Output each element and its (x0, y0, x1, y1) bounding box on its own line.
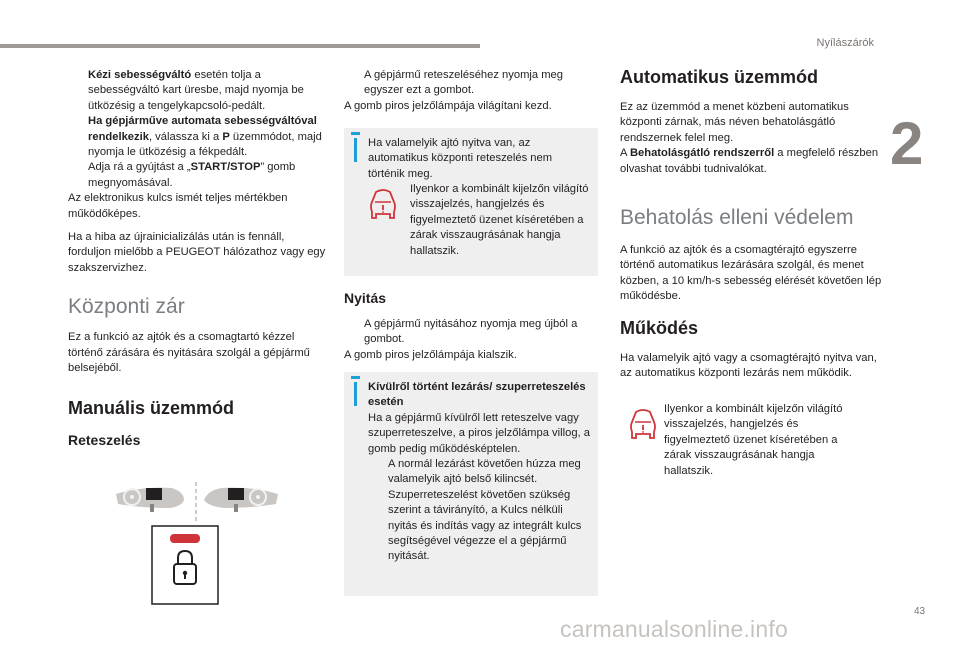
chapter-number: 2 (890, 110, 924, 177)
central-lock-illustration (112, 478, 282, 608)
bullet-lock-press: A gépjármű reteszeléséhez nyomja meg egyszer ezt a gombot. (364, 69, 563, 97)
heading-operation: Működés (620, 317, 699, 338)
paragraph: Az elektronikus kulcs ismét teljes mértékben működőképes. (68, 192, 288, 220)
heading-intrusion-protection: Behatolás elleni védelem (620, 206, 854, 230)
car-alert-icon (366, 186, 400, 222)
bullet-ignition: Adja rá a gyújtást a „START/STOP” gomb megnyomásával. (88, 161, 296, 189)
dashboard-left-icon (116, 488, 184, 512)
bullet-manual-gearbox: Kézi sebességváltó esetén tolja a sebességváltó kart üresbe, majd nyomja be ütközésig a tengelykapcsoló-pedált. (88, 69, 304, 112)
paragraph: A Behatolásgátló rendszerről a megfelelő részben olvashat további tudnivalókat. (620, 147, 879, 175)
paragraph: Ez a funkció az ajtók és a csomagtartó kézzel történő zárására és nyitására szolgál a gépjármű belsejéből. (68, 331, 310, 375)
heading-unlocking: Nyitás (344, 290, 387, 306)
column-3 (620, 66, 882, 381)
page-number: 43 (914, 606, 926, 617)
info-icon-top (351, 132, 360, 135)
paragraph: A funkció az ajtók és a csomagtérajtó egyszerre történő automatikus lezárására szolgál, és menet közben, a 10 km/h-s sebesség elérését követően lép működésbe. (620, 244, 882, 303)
column-1 (68, 68, 328, 449)
paragraph: A gomb piros jelzőlámpája kialszik. (344, 348, 517, 361)
info-icon (354, 382, 357, 406)
nyitas-section (344, 289, 598, 363)
paragraph: Ha a hiba az újrainicializálás után is fennáll, forduljon mielőbb a PEUGEOT hálózathoz vagy egy szakszervizhez. (68, 231, 326, 274)
header-bar (0, 44, 480, 48)
info-box-external-lock: Kívülről történt lezárás/ szuperreteszelés esetén Ha a gépjármű kívülről lett reteszelve vagy szuperreteszelve, a piros jelzőlámpa villog, a gomb pedig működésképtelen. A normál lezárást követően húzza meg valamelyik ajtó belső kilincsét. Szuperreteszelést követően szükség szerint a távirányító, a Kulcs nélküli nyitás és indítás vagy az integrált kulcs segítségével végezze el a gépjármű nyitását. (344, 372, 598, 596)
paragraph: Ha valamelyik ajtó vagy a csomagtérajtó nyitva van, az automatikus központi lezárás nem működik. (620, 351, 877, 380)
car-alert-icon (626, 406, 660, 442)
paragraph: Ez az üzemmód a menet közbeni automatikus központi zárnak, más néven behatolásgátló rendszernek felel meg. (620, 101, 849, 144)
dashboard-right-icon (204, 488, 278, 512)
bullet-automatic-gearbox: Ha gépjárműve automata sebességváltóval rendelkezik, válassza ki a P üzemmódot, majd nyomja le ütközésig a fékpedált. (88, 115, 322, 159)
info-box-door-open: Ha valamelyik ajtó nyitva van, az automatikus központi reteszelés nem történik meg. Ilyenkor a kombinált kijelzőn világító visszajelzés, hangjelzés és figyelmeztető üzenet kíséretében a zárak visszaugrásának hangja hallatszik. (344, 128, 598, 276)
heading-central-lock: Központi zár (68, 295, 185, 319)
heading-manual-mode: Manuális üzemmód (68, 397, 235, 418)
info-icon (354, 138, 357, 162)
paragraph: A gomb piros jelzőlámpája világítani kezd. (344, 99, 552, 112)
heading-locking: Reteszelés (68, 431, 141, 448)
watermark: carmanualsonline.info (560, 616, 788, 642)
column-2 (344, 68, 598, 114)
section-title: Nyílászárók (816, 37, 874, 49)
info-icon-top (351, 376, 360, 379)
bullet-unlock-press: A gépjármű nyitásához nyomja meg újból a gombot. (364, 318, 578, 346)
lock-button-icon (152, 526, 218, 604)
operation-alert-text: Ilyenkor a kombinált kijelzőn világító visszajelzés, hangjelzés és figyelmeztető üzenet kíséretében a zárak visszaugrásának hangja hallatszik. (664, 403, 843, 477)
heading-auto-mode: Automatikus üzemmód (620, 67, 819, 87)
